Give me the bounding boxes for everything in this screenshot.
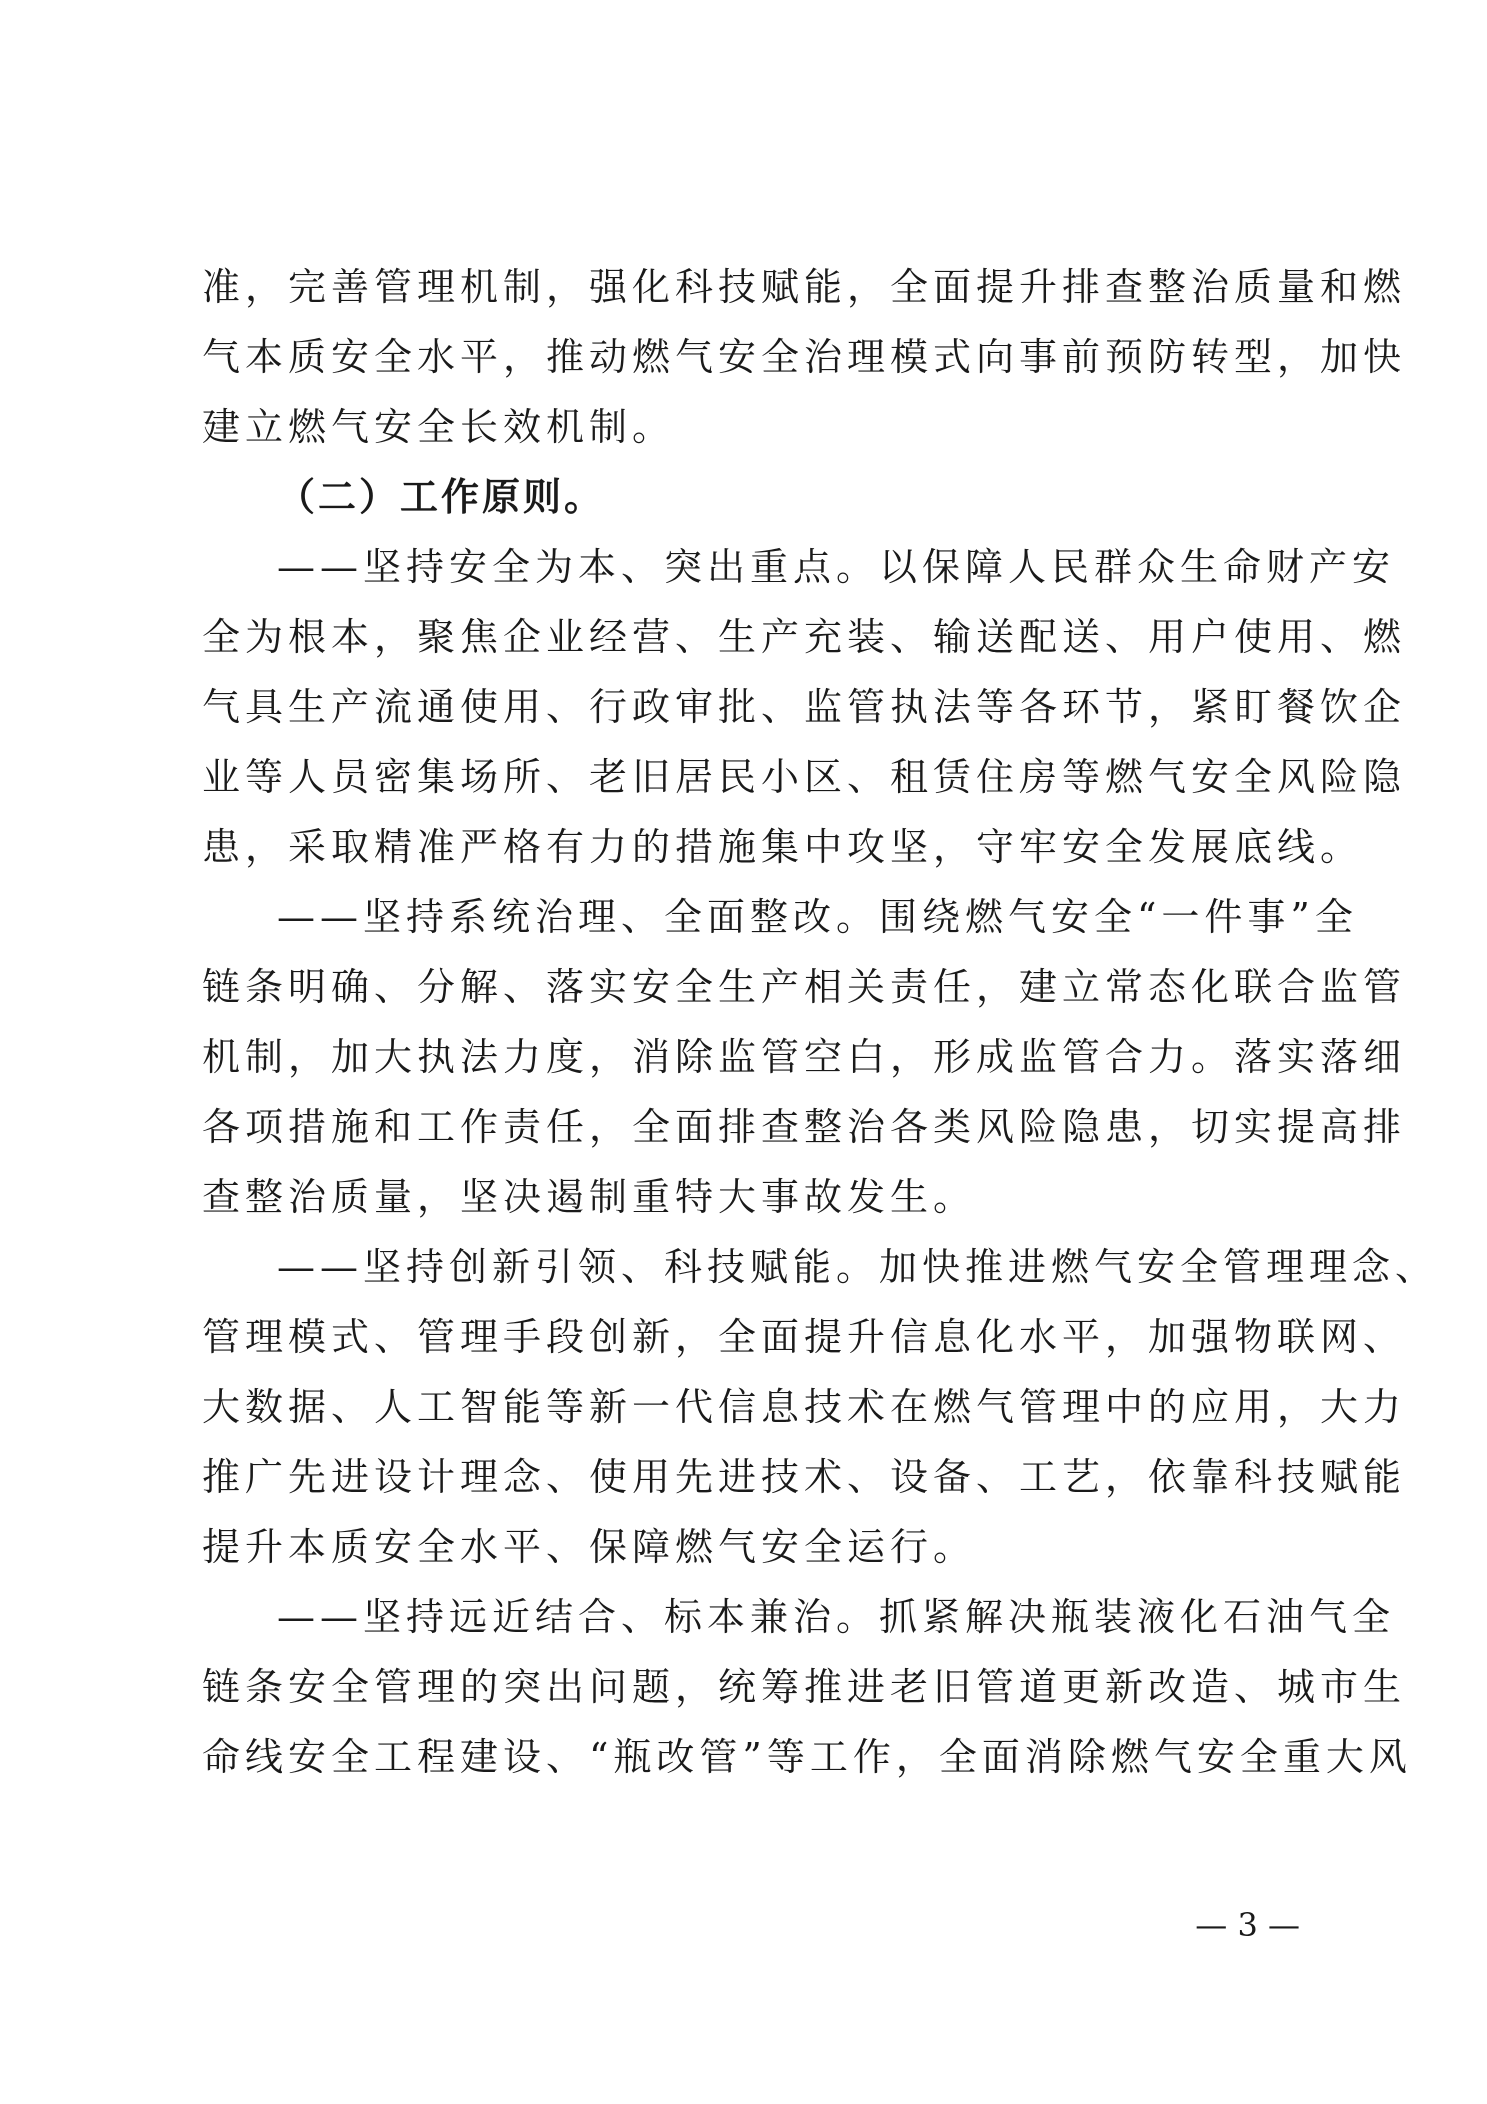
text-line: 全为根本，聚焦企业经营、生产充装、输送配送、用户使用、燃 bbox=[202, 615, 1407, 659]
text-line: 大数据、人工智能等新一代信息技术在燃气管理中的应用，大力 bbox=[202, 1385, 1407, 1429]
text-line: 气本质安全水平，推动燃气安全治理模式向事前预防转型，加快 bbox=[202, 335, 1407, 379]
text-line: ——坚持系统治理、全面整改。围绕燃气安全“一件事”全 bbox=[277, 895, 1358, 939]
text-line: 推广先进设计理念、使用先进技术、设备、工艺，依靠科技赋能 bbox=[202, 1455, 1407, 1499]
text-line: 链条明确、分解、落实安全生产相关责任，建立常态化联合监管 bbox=[202, 965, 1407, 1009]
text-line: ——坚持创新引领、科技赋能。加快推进燃气安全管理理念、 bbox=[277, 1245, 1439, 1289]
text-line: ——坚持远近结合、标本兼治。抓紧解决瓶装液化石油气全 bbox=[277, 1595, 1396, 1639]
text-line: 查整治质量，坚决遏制重特大事故发生。 bbox=[202, 1175, 977, 1219]
text-line: 建立燃气安全长效机制。 bbox=[202, 405, 676, 449]
text-line: 业等人员密集场所、老旧居民小区、租赁住房等燃气安全风险隐 bbox=[202, 755, 1407, 799]
text-line: 命线安全工程建设、“瓶改管”等工作，全面消除燃气安全重大风 bbox=[202, 1735, 1412, 1779]
text-line: 机制，加大执法力度，消除监管空白，形成监管合力。落实落细 bbox=[202, 1035, 1407, 1079]
text-line: 气具生产流通使用、行政审批、监管执法等各环节，紧盯餐饮企 bbox=[202, 685, 1407, 729]
text-line: 管理模式、管理手段创新，全面提升信息化水平，加强物联网、 bbox=[202, 1315, 1407, 1359]
page-number: — 3 — bbox=[1195, 1906, 1300, 1944]
text-line: 患，采取精准严格有力的措施集中攻坚，守牢安全发展底线。 bbox=[202, 825, 1364, 869]
text-line: 链条安全管理的突出问题，统筹推进老旧管道更新改造、城市生 bbox=[202, 1665, 1407, 1709]
text-line: 各项措施和工作责任，全面排查整治各类风险隐患，切实提高排 bbox=[202, 1105, 1407, 1149]
text-line: 准，完善管理机制，强化科技赋能，全面提升排查整治质量和燃 bbox=[202, 265, 1407, 309]
text-line: 提升本质安全水平、保障燃气安全运行。 bbox=[202, 1525, 977, 1569]
text-line: ——坚持安全为本、突出重点。以保障人民群众生命财产安 bbox=[277, 545, 1396, 589]
section-heading: （二）工作原则。 bbox=[277, 475, 606, 519]
